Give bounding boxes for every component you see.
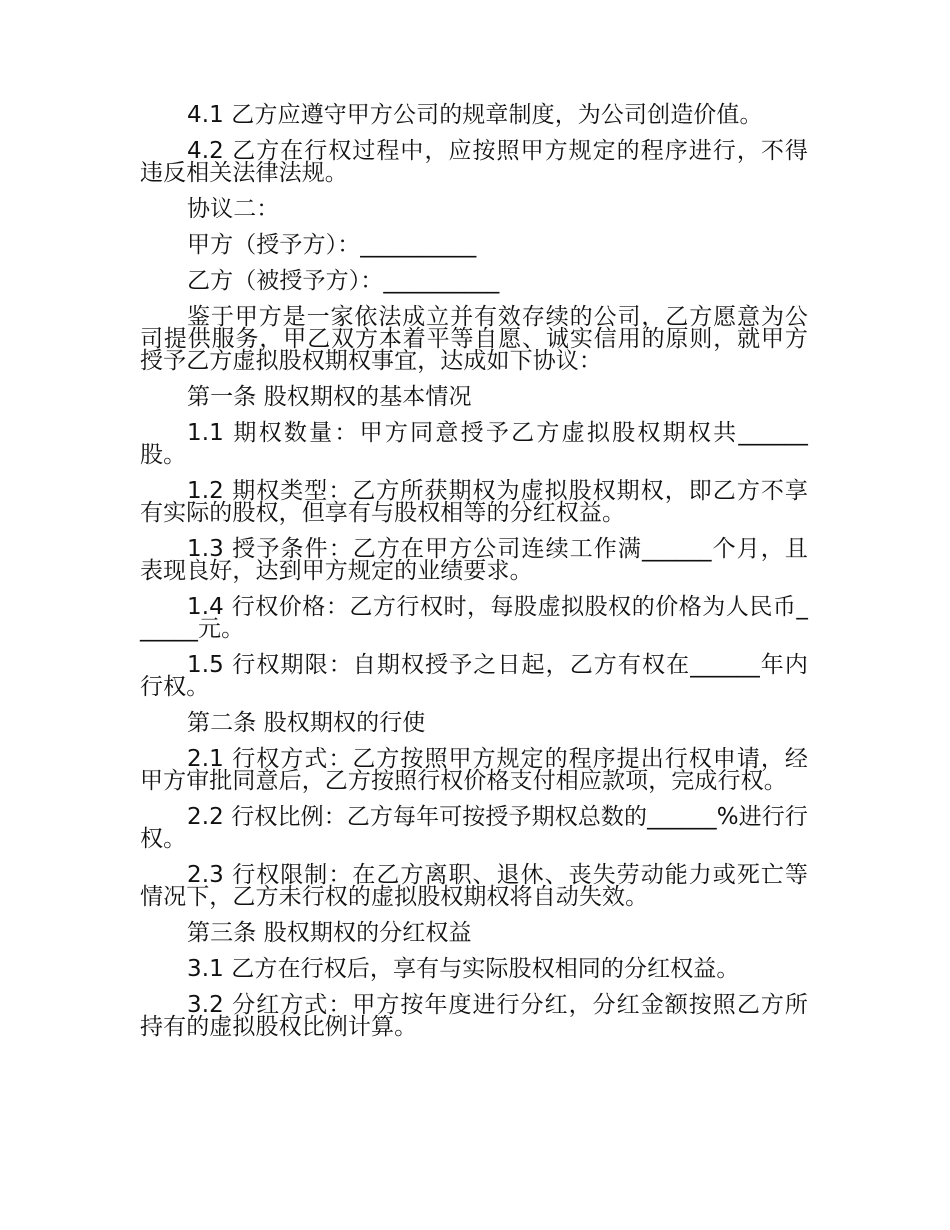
clause-1-5: 1.5 行权期限：自期权授予之日起，乙方有权在______年内行权。: [140, 652, 808, 700]
article-1-heading: 第一条 股权期权的基本情况: [187, 384, 472, 410]
clause-2-3: 2.3 行权限制：在乙方离职、退休、丧失劳动能力或死亡等情况下，乙方未行权的虚拟股权期权将自动失效。: [140, 862, 808, 910]
clause-3-2: 3.2 分红方式：甲方按年度进行分红，分红金额按照乙方所持有的虚拟股权比例计算。: [140, 992, 808, 1040]
clause-2-1: 2.1 行权方式：乙方按照甲方规定的程序提出行权申请，经甲方审批同意后，乙方按照行权价格支付相应款项，完成行权。: [140, 746, 808, 794]
clause-4-2: 4.2 乙方在行权过程中，应按照甲方规定的程序进行，不得违反相关法律法规。: [140, 138, 808, 186]
preamble: 鉴于甲方是一家依法成立并有效存续的公司，乙方愿意为公司提供服务，甲乙双方本着平等自愿、诚实信用的原则，就甲方授予乙方虚拟股权期权事宜，达成如下协议：: [140, 304, 808, 374]
clause-1-1: 1.1 期权数量：甲方同意授予乙方虚拟股权期权共______股。: [140, 420, 808, 468]
clause-1-4: 1.4 行权价格：乙方行权时，每股虚拟股权的价格为人民币______元。: [140, 594, 808, 642]
clause-3-1: 3.1 乙方在行权后，享有与实际股权相同的分红权益。: [187, 956, 740, 982]
article-2-heading: 第二条 股权期权的行使: [187, 710, 426, 736]
clause-2-2: 2.2 行权比例：乙方每年可按授予期权总数的______%进行行权。: [140, 804, 808, 852]
article-3-heading: 第三条 股权期权的分红权益: [187, 920, 472, 946]
clause-1-2: 1.2 期权类型：乙方所获期权为虚拟股权期权，即乙方不享有实际的股权，但享有与股权相等的分红权益。: [140, 478, 808, 526]
party-a-line: 甲方（授予方）：__________: [187, 232, 477, 258]
clause-1-3: 1.3 授予条件：乙方在甲方公司连续工作满______个月，且表现良好，达到甲方规定的业绩要求。: [140, 536, 808, 584]
agreement-two-heading: 协议二：: [187, 196, 280, 222]
party-b-line: 乙方（被授予方）：__________: [187, 268, 500, 294]
document-body: [140, 104, 808, 1052]
clause-4-1: 4.1 乙方应遵守甲方公司的规章制度，为公司创造价值。: [187, 102, 763, 128]
